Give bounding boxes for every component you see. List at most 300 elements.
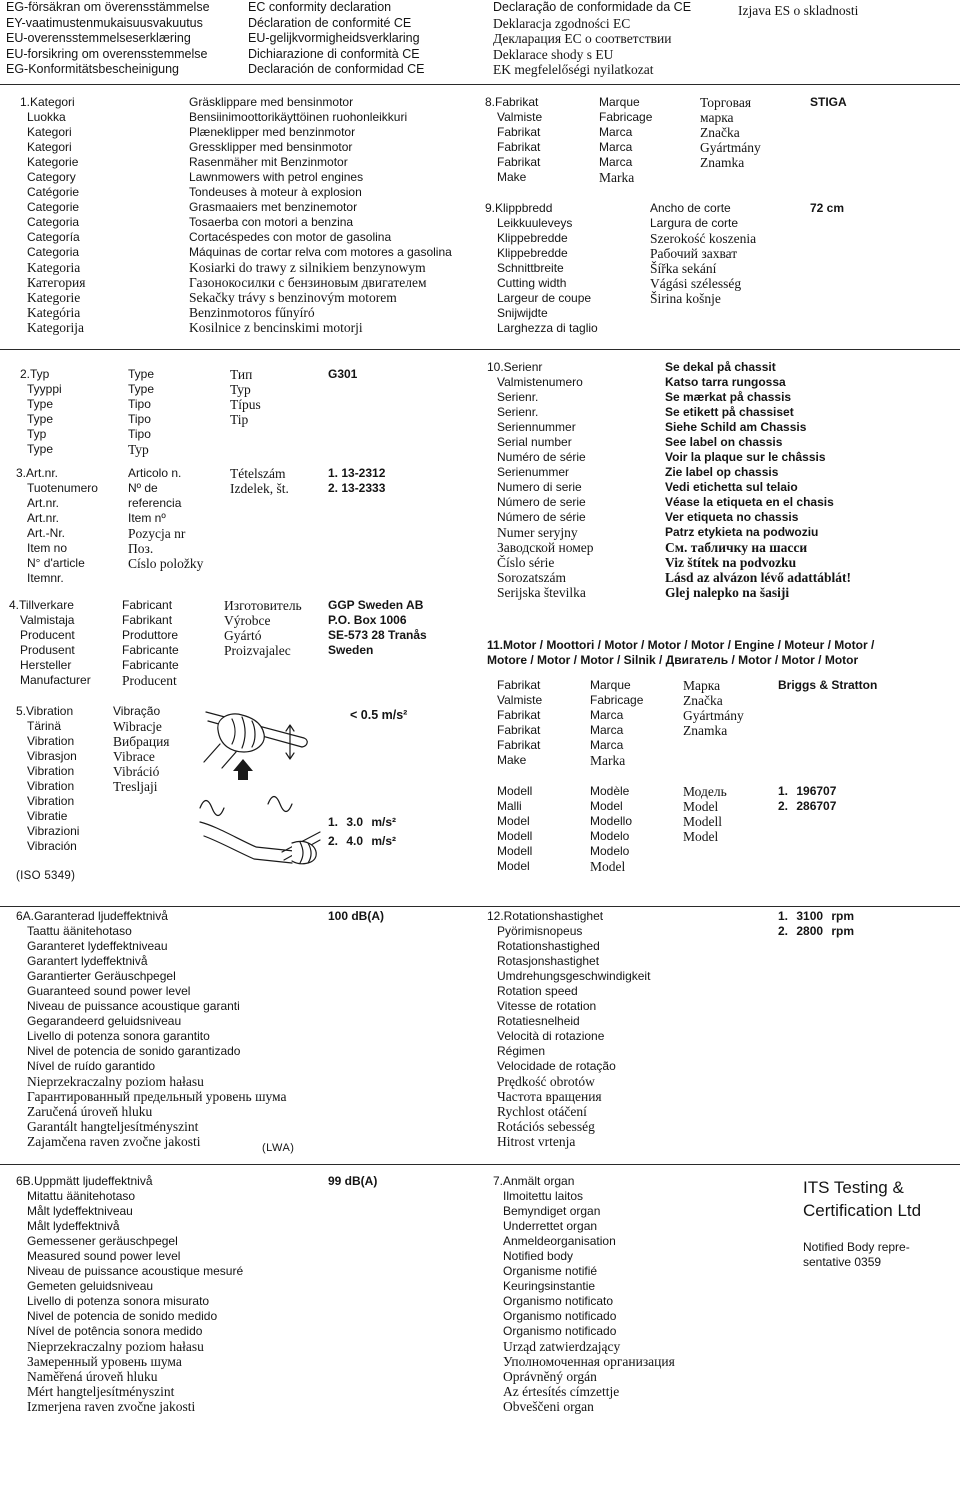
make-label: Торговая — [700, 95, 752, 110]
vibration-label: Vibratie — [27, 809, 68, 823]
engine-heading-line: 11.Motor / Moottori / Motor / Motor / Motor / Engine / Moteur / Motor / — [487, 638, 875, 652]
engine-model-label: Modell — [497, 784, 533, 798]
engine-model-label: Modello — [590, 814, 633, 828]
vibration-standard: (ISO 5349) — [16, 870, 76, 882]
serial-number-note: Vedi etichetta sul telaio — [665, 480, 798, 494]
type-label: Type — [27, 397, 54, 411]
type-label: Typ — [230, 382, 251, 397]
manufacturer-label: 4.Tillverkare — [9, 598, 74, 612]
address-line: P.O. Box 1006 — [328, 613, 407, 627]
notified-body-name-line: ITS Testing & — [803, 1178, 904, 1197]
measured-sound-label: Gemessener geräuschpegel — [27, 1234, 178, 1248]
vibration-label: Tresljaji — [113, 779, 158, 794]
rotation-speed-label: Régimen — [497, 1044, 546, 1058]
serial-number-label: Numéro de série — [497, 450, 586, 464]
engine-heading-line: Motore / Motor / Motor / Silnik / Двигатель / Motor / Motor / Motor — [487, 653, 859, 667]
rotation-speed-label: Rotation speed — [497, 984, 578, 998]
type-label: Tipo — [128, 397, 151, 411]
guaranteed-sound-label: Zajamčena raven zvočne jakosti — [27, 1134, 201, 1149]
vibration-labels-1 — [16, 704, 80, 854]
arm-vibration-value: 2. 4.0 m/s² — [328, 834, 397, 848]
declaration-title: Declaración de conformidad CE — [248, 62, 425, 76]
rotation-speed-label: Pyörimisnopeus — [497, 924, 583, 938]
make-label: Značka — [700, 125, 740, 140]
engine-make-label: Fabrikat — [497, 738, 541, 752]
engine-model-value: 1. 196707 — [778, 784, 837, 798]
cutting-width-labels-2 — [650, 201, 756, 306]
manufacturer-label: Producent — [122, 673, 177, 688]
vibration-label: 5.Vibration — [16, 704, 74, 718]
category-label: Categorie — [27, 200, 80, 214]
manufacturer-label: Изготовитель — [224, 598, 302, 613]
article-label: Поз. — [128, 541, 154, 556]
arm-vibration-value: 1. 3.0 m/s² — [328, 815, 397, 829]
notified-body-label: Underrettet organ — [503, 1219, 598, 1233]
make-labels-3 — [700, 95, 761, 170]
serial-number-label: Заводской номер — [497, 540, 594, 555]
guaranteed-sound-label: Taattu äänitehotaso — [27, 924, 132, 938]
notified-body-label: Уполномоченная организация — [503, 1354, 675, 1369]
notified-body-label: Organismo notificado — [503, 1309, 617, 1323]
make-label: Marca — [599, 155, 633, 169]
type-labels-3 — [230, 367, 261, 427]
measured-sound-label: Nieprzekraczalny poziom hałasu — [27, 1339, 204, 1354]
type-label: Tipo — [128, 427, 151, 441]
declaration-title: Declaração de conformidade da CE — [493, 0, 692, 14]
address-line: SE-573 28 Tranås — [328, 628, 427, 642]
notified-body-labels — [493, 1174, 675, 1414]
category-description: Kosilnice z bencinskimi motorji — [189, 320, 363, 335]
engine-model-label: Model — [683, 829, 719, 844]
manufacturer-label: Fabrikant — [122, 613, 173, 627]
section-divider — [0, 1164, 960, 1165]
serial-number-label: Serijska številka — [497, 585, 586, 600]
vibration-label: Vibration — [27, 764, 75, 778]
section-divider — [0, 906, 960, 907]
vibration-arrow-icon — [286, 725, 294, 759]
engine-model-value: 2. 286707 — [778, 799, 837, 813]
declaration-title: Deklaracja zgodności EC — [493, 15, 631, 31]
manufacturer-label: Gyártó — [224, 628, 262, 643]
category-description: Sekačky trávy s benzinovým motorem — [189, 290, 397, 305]
engine-model-label: Model — [683, 799, 719, 814]
make-label: Fabrikat — [497, 155, 541, 169]
rotation-speed-value: 2. 2800 rpm — [778, 924, 855, 938]
article-number-value: 1. 13-2312 — [328, 466, 386, 480]
engine-model-label: Modèle — [590, 784, 630, 798]
measured-sound-label: Gemeten geluidsniveau — [27, 1279, 154, 1293]
guaranteed-sound-label: Livello di potenza sonora garantito — [27, 1029, 210, 1043]
make-label: Znamka — [700, 155, 745, 170]
guaranteed-sound-label: Garantert lydeffektnivå — [27, 954, 148, 968]
cutting-width-label: Širina košnje — [650, 291, 721, 306]
article-label: Císlo položky — [128, 556, 204, 571]
notified-body-label: Keuringsinstantie — [503, 1279, 596, 1293]
guaranteed-sound-label: Nivel de potencia de sonido garantizado — [27, 1044, 241, 1058]
vibration-label: Vibración — [27, 839, 77, 853]
type-label: Typ — [128, 442, 149, 457]
notified-body-label: Notified body — [503, 1249, 574, 1263]
rotation-speed-labels — [487, 909, 651, 1149]
serial-number-note: Zie label op chassis — [665, 465, 779, 479]
article-labels-3 — [230, 466, 289, 496]
article-label: Item nº — [128, 511, 166, 525]
engine-model-labels-2 — [590, 784, 632, 874]
engine-model-label: Modelo — [590, 844, 630, 858]
declaration-title: EC conformity declaration — [248, 0, 392, 14]
vibration-label: Vibrace — [113, 749, 155, 764]
notified-body-label: Organismo notificado — [503, 1324, 617, 1338]
guaranteed-sound-label: 6A.Garanterad ljudeffektnivå — [16, 909, 168, 923]
vibration-label: Vibráció — [113, 764, 160, 779]
cutting-width-label: Largura de corte — [650, 216, 739, 230]
hand-grip-drawing — [204, 712, 307, 768]
category-descriptions — [189, 95, 452, 335]
category-description: Máquinas de cortar relva com motores a gasolina — [189, 245, 452, 259]
measured-sound-label: Nível de potência sonora medido — [27, 1324, 203, 1338]
article-label: Nº de — [128, 481, 158, 495]
measured-sound-label: Measured sound power level — [27, 1249, 181, 1263]
guaranteed-sound-label: Nieprzekraczalny poziom hałasu — [27, 1074, 204, 1089]
rotation-speed-label: Rotasjonshastighet — [497, 954, 600, 968]
make-labels-2 — [599, 95, 652, 185]
serial-number-label: Sorozatszám — [497, 570, 566, 585]
declaration-title: EG-försäkran om överensstämmelse — [6, 0, 210, 14]
engine-make-label: Марка — [683, 678, 721, 693]
type-label: Typ — [27, 427, 47, 441]
make-labels-1 — [485, 95, 543, 185]
notified-body-label: Bemyndiget organ — [503, 1204, 601, 1218]
notified-body-note-line: Notified Body repre- — [803, 1240, 910, 1254]
notified-body-label: 7.Anmält organ — [493, 1174, 575, 1188]
guaranteed-sound-label: Garantierter Geräuschpegel — [27, 969, 176, 983]
category-label: Kategoria — [27, 260, 81, 275]
engine-make-label: Marca — [590, 723, 624, 737]
serial-number-note: Viz štítek na podvozku — [665, 555, 797, 570]
measured-sound-label: Mért hangteljesítményszint — [27, 1384, 175, 1399]
article-label: referencia — [128, 496, 182, 510]
engine-make-label: Marka — [590, 753, 626, 768]
engine-model-label: Model — [590, 799, 623, 813]
category-description: Plæneklipper med benzinmotor — [189, 125, 356, 139]
engine-make-label: Znamka — [683, 723, 728, 738]
manufacturer-label: Produttore — [122, 628, 179, 642]
header-title-column-4 — [738, 3, 858, 19]
vibration-label: Vibration — [27, 794, 75, 808]
manufacturer-labels-3 — [224, 598, 302, 658]
category-label: Categoria — [27, 215, 80, 229]
serial-number-note: Se mærkat på chassis — [665, 390, 792, 404]
article-label: Tuotenumero — [27, 481, 98, 495]
category-label: Kategória — [27, 305, 81, 320]
vibration-illustration — [196, 700, 322, 868]
measured-sound-labels — [16, 1174, 244, 1414]
category-description: Газонокосилки с бензиновым двигателем — [189, 275, 427, 290]
declaration-title: Декларация ЕС о соответствии — [493, 31, 672, 46]
category-labels — [20, 95, 86, 335]
notified-body-note — [803, 1240, 910, 1270]
article-label: N° d'article — [27, 556, 85, 570]
serial-number-note: See label on chassis — [665, 435, 783, 449]
type-label: Type — [128, 382, 155, 396]
category-description: Tosaerba con motori a benzina — [189, 215, 354, 229]
type-label: Type — [27, 442, 54, 456]
make-label: Make — [497, 170, 527, 184]
manufacturer-label: Valmistaja — [20, 613, 75, 627]
cutting-width-label: Klippebredde — [497, 246, 568, 260]
serial-number-label: Numer seryjny — [497, 525, 578, 540]
serial-number-label: Číslo série — [497, 555, 555, 570]
manufacturer-label: Hersteller — [20, 658, 72, 672]
notified-body-label: Obveščeni organ — [503, 1399, 594, 1414]
article-label: Pozycja nr — [128, 526, 186, 541]
serial-number-note: Se etikett på chassiset — [665, 405, 794, 419]
type-labels-1 — [20, 367, 62, 457]
make-label: Gyártmány — [700, 140, 761, 155]
article-labels-2 — [128, 466, 203, 571]
serial-number-label: Serienummer — [497, 465, 570, 479]
cutting-width-label: Vágási szélesség — [650, 276, 742, 291]
measured-sound-label: Izmerjena raven zvočne jakosti — [27, 1399, 196, 1414]
cutting-width-label: Cutting width — [497, 276, 567, 290]
declaration-title: Deklarace shody s EU — [493, 46, 614, 62]
category-label: Luokka — [27, 110, 66, 124]
rotation-speed-label: Rotatiesnelheid — [497, 1014, 580, 1028]
category-label: Категория — [27, 275, 86, 290]
cutting-width-label: Largeur de coupe — [497, 291, 592, 305]
engine-make-label: Gyártmány — [683, 708, 744, 723]
address-line: GGP Sweden AB — [328, 598, 424, 612]
rotation-speed-label: Prędkość obrotów — [497, 1074, 595, 1089]
category-label: Category — [27, 170, 76, 184]
declaration-title: EU-forsikring om overensstemmelse — [6, 46, 208, 61]
category-label: Kategorie — [27, 155, 79, 169]
serial-number-note: Glej nalepko na šasiji — [665, 585, 790, 600]
rotation-speed-label: Velocidade de rotação — [497, 1059, 616, 1073]
engine-model-values — [778, 784, 836, 814]
make-label: 8.Fabrikat — [485, 95, 539, 109]
measured-sound-label: Nivel de potencia de sonido medido — [27, 1309, 218, 1323]
vibration-label: Vibration — [27, 779, 75, 793]
engine-model-label: Modell — [683, 814, 722, 829]
category-description: Kosiarki do trawy z silnikiem benzynowym — [189, 260, 426, 275]
measured-sound-label: Målt lydeffektnivå — [27, 1219, 120, 1233]
engine-model-label: Modell — [497, 829, 533, 843]
manufacturer-label: Fabricant — [122, 598, 173, 612]
cutting-width-label: Larghezza di taglio — [497, 321, 598, 335]
engine-make-label: Marca — [590, 738, 624, 752]
cutting-width-value: 72 cm — [810, 201, 845, 215]
rotation-speed-label: Umdrehungsgeschwindigkeit — [497, 969, 651, 983]
article-label: Art.-Nr. — [27, 526, 65, 540]
guaranteed-sound-label: Nível de ruído garantido — [27, 1059, 156, 1073]
measured-sound-label: Livello di potenza sonora misurato — [27, 1294, 210, 1308]
article-number-value: 2. 13-2333 — [328, 481, 386, 495]
engine-heading — [487, 638, 874, 668]
engine-model-label: Model — [497, 814, 530, 828]
category-label: Kategorija — [27, 320, 84, 335]
engine-make-labels-2 — [590, 678, 643, 768]
serial-number-note: Véase la etiqueta en el chasis — [665, 495, 834, 509]
engine-make-label: Valmiste — [497, 693, 543, 707]
engine-make-label: Marca — [590, 708, 624, 722]
rotation-speed-label: Vitesse de rotation — [497, 999, 597, 1013]
type-label: Tip — [230, 412, 249, 427]
notified-body-name — [803, 1176, 921, 1222]
category-label: Categoría — [27, 230, 80, 244]
rotation-speed-label: Hitrost vrtenja — [497, 1134, 576, 1149]
cutting-width-label: Šířka sekání — [650, 261, 717, 276]
engine-make-labels-1 — [497, 678, 542, 768]
guaranteed-sound-labels — [16, 909, 287, 1149]
measured-sound-label: 6B.Uppmätt ljudeffektnivå — [16, 1174, 153, 1188]
type-labels-2 — [128, 367, 154, 457]
declaration-title: EK megfelelőségi nyilatkozat — [493, 62, 654, 77]
manufacturer-label: Producent — [20, 628, 75, 642]
type-label: Тип — [230, 367, 253, 382]
notified-body-label: Organisme notifié — [503, 1264, 598, 1278]
serial-number-note: Voir la plaque sur le châssis — [665, 450, 826, 464]
guaranteed-sound-label: Niveau de puissance acoustique garanti — [27, 999, 240, 1013]
make-label: Marca — [599, 125, 633, 139]
engine-model-label: Модель — [683, 784, 727, 799]
address-line: Sweden — [328, 643, 374, 657]
serial-number-note: См. табличку на шасси — [665, 540, 808, 555]
article-labels-1 — [16, 466, 98, 586]
category-description: Gräsklippare med bensinmotor — [189, 95, 354, 109]
serial-number-label: 10.Serienr — [487, 360, 543, 374]
rotation-speed-label: 12.Rotationshastighet — [487, 909, 604, 923]
vibration-label: Vibração — [113, 704, 161, 718]
rotation-speed-label: Rychlost otáčení — [497, 1104, 587, 1119]
cutting-width-label: Ancho de corte — [650, 201, 731, 215]
cutting-width-label: Schnittbreite — [497, 261, 564, 275]
rotation-speed-value: 1. 3100 rpm — [778, 909, 855, 923]
cutting-width-label: 9.Klippbredd — [485, 201, 553, 215]
category-label: Kategori — [27, 125, 72, 139]
type-label: Tyyppi — [27, 382, 62, 396]
guaranteed-sound-label: Guaranteed sound power level — [27, 984, 191, 998]
category-label: Categoria — [27, 245, 80, 259]
notified-body-name-line: Certification Ltd — [803, 1201, 922, 1220]
cutting-width-labels-1 — [485, 201, 598, 336]
measured-sound-label: Замеренный уровень шума — [27, 1354, 182, 1369]
type-label: 2.Typ — [20, 367, 50, 381]
serial-number-note: Lásd az alvázon lévő adattáblát! — [665, 570, 852, 585]
make-label: Fabricage — [599, 110, 653, 124]
make-label: Marka — [599, 170, 635, 185]
engine-model-label: Modelo — [590, 829, 630, 843]
section-divider — [0, 84, 960, 85]
vibration-label: Vibrasjon — [27, 749, 77, 763]
make-label: Marca — [599, 140, 633, 154]
header-title-column-1 — [6, 0, 210, 78]
manufacturer-labels-2 — [122, 598, 179, 688]
article-label: Art.nr. — [27, 511, 60, 525]
notified-body-label: Ilmoitettu laitos — [503, 1189, 584, 1203]
article-label: Articolo n. — [128, 466, 182, 480]
vibration-label: Vibration — [27, 734, 75, 748]
hand-vibration-value: < 0.5 m/s² — [350, 708, 408, 722]
vibration-label: Vibrazioni — [27, 824, 80, 838]
serial-number-labels — [487, 360, 594, 600]
rotation-speed-label: Velocità di rotazione — [497, 1029, 605, 1043]
category-label: Catégorie — [27, 185, 80, 199]
category-description: Gressklipper med bensinmotor — [189, 140, 353, 154]
measured-sound-value: 99 dB(A) — [328, 1174, 378, 1188]
guaranteed-sound-value: 100 dB(A) — [328, 909, 385, 923]
manufacturer-label: Fabricante — [122, 658, 179, 672]
article-label: Tételszám — [230, 466, 286, 481]
cutting-width-label: Рабочий захват — [650, 246, 738, 261]
declaration-title: EG-Konformitätsbescheinigung — [6, 62, 180, 76]
engine-model-label: Model — [590, 859, 626, 874]
engine-model-labels-1 — [497, 784, 532, 874]
serial-number-label: Número de serie — [497, 495, 586, 509]
declaration-title: Izjava ES o skladnosti — [738, 3, 859, 18]
serial-number-label: Seriennummer — [497, 420, 576, 434]
arm-on-handle-drawing — [200, 822, 320, 864]
manufacturer-labels-1 — [9, 598, 91, 688]
notified-body-note-line: sentative 0359 — [803, 1255, 882, 1269]
vibration-label: Вибрация — [113, 734, 170, 749]
article-values — [328, 466, 385, 496]
serial-number-note: Ver etiqueta no chassis — [665, 510, 799, 524]
guaranteed-sound-label: Gegarandeerd geluidsniveau — [27, 1014, 182, 1028]
serial-number-label: Serienr. — [497, 405, 539, 419]
vibration-labels-2 — [113, 704, 170, 794]
type-label: Típus — [230, 397, 261, 412]
engine-model-labels-3 — [683, 784, 727, 844]
declaration-title: Déclaration de conformité CE — [248, 15, 412, 30]
engine-make-label: Marque — [590, 678, 631, 692]
category-description: Grasmaaiers met benzinemotor — [189, 200, 358, 214]
measured-sound-label: Mitattu äänitehotaso — [27, 1189, 136, 1203]
rotation-speed-label: Rotationshastighed — [497, 939, 600, 953]
serial-number-label: Serienr. — [497, 390, 539, 404]
serial-number-note: Siehe Schild am Chassis — [665, 420, 807, 434]
notified-body-label: Urząd zatwierdzający — [503, 1339, 621, 1354]
article-label: Itemnr. — [27, 571, 64, 585]
engine-model-label: Model — [497, 859, 530, 873]
header-title-column-2 — [248, 0, 424, 78]
make-value: STIGA — [810, 95, 847, 109]
article-label: 3.Art.nr. — [16, 466, 59, 480]
measured-sound-label: Niveau de puissance acoustique mesuré — [27, 1264, 244, 1278]
declaration-title: EU-gelijkvormigheidsverklaring — [248, 31, 420, 45]
declaration-title: EY-vaatimustenmukaisuusvakuutus — [6, 15, 203, 30]
arm-vibration-values — [328, 813, 396, 851]
section-divider — [0, 349, 960, 350]
engine-make-labels-3 — [683, 678, 744, 738]
category-label: Kategorie — [27, 290, 81, 305]
make-label: Marque — [599, 95, 640, 109]
cutting-width-label: Snijwijdte — [497, 306, 548, 320]
category-description: Rasenmäher mit Benzinmotor — [189, 155, 348, 169]
serial-number-notes — [665, 360, 851, 600]
measured-sound-label: Målt lydeffektniveau — [27, 1204, 133, 1218]
serial-number-note: Se dekal på chassit — [665, 360, 776, 374]
category-description: Tondeuses à moteur à explosion — [189, 185, 362, 199]
manufacturer-label: Výrobce — [224, 613, 271, 628]
article-label: Art.nr. — [27, 496, 60, 510]
cutting-width-label: Szerokość koszenia — [650, 231, 757, 246]
serial-number-label: Serial number — [497, 435, 572, 449]
serial-number-label: Número de série — [497, 510, 586, 524]
guaranteed-sound-label: Гарантированный предельный уровень шума — [27, 1089, 287, 1104]
article-label: Izdelek, št. — [230, 481, 289, 496]
make-label: Fabrikat — [497, 140, 541, 154]
